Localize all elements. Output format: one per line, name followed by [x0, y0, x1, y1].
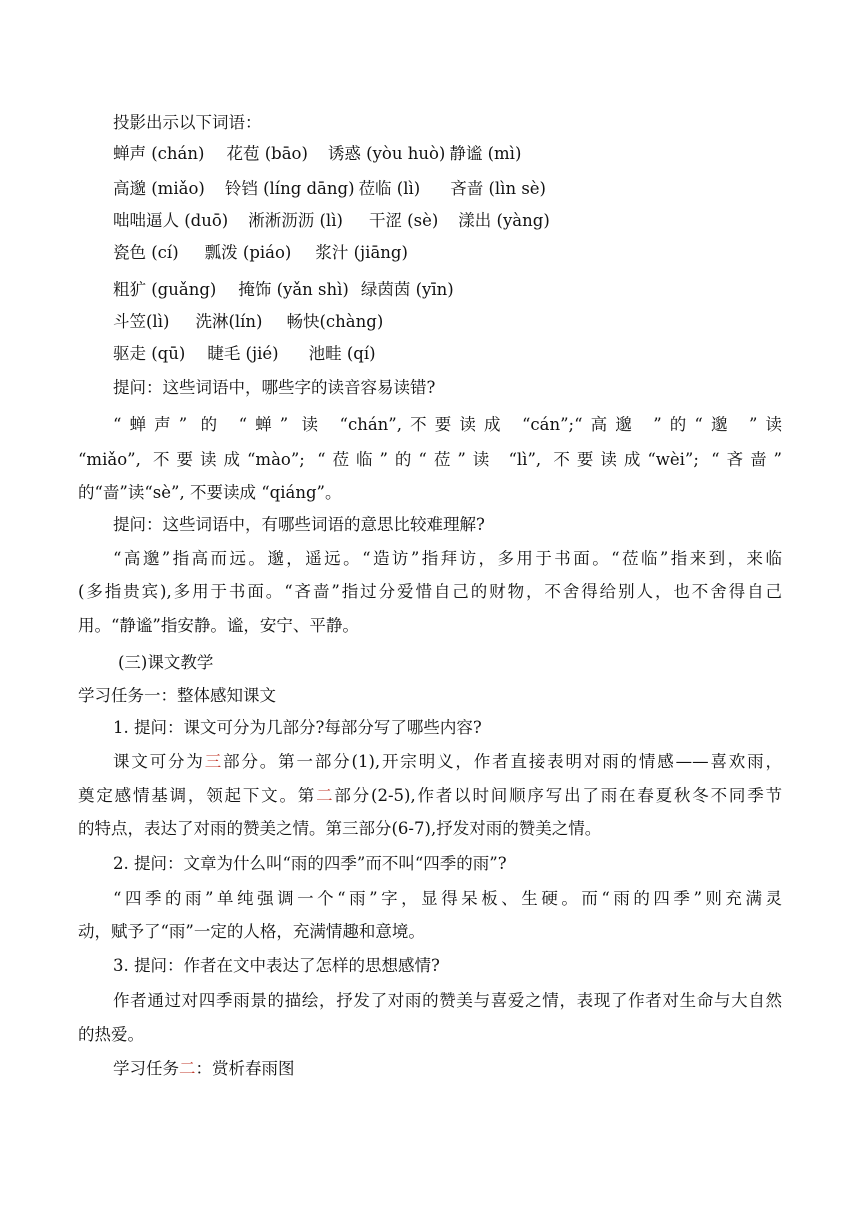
- question-pronunciation: 提问：这些词语中，哪些字的读音容易读错?: [113, 378, 436, 397]
- vocab-word: 淅淅沥沥 (lì): [248, 211, 343, 230]
- vocab-row: [113, 143, 521, 165]
- answer-line: 的“啬”读“sè”, 不要读成 “qiáng”。: [78, 483, 342, 502]
- highlight-text: 二: [316, 786, 335, 805]
- question-meaning: 提问：这些词语中，有哪些词语的意思比较难理解?: [113, 515, 485, 534]
- vocab-row: [113, 311, 383, 333]
- answer-text: 部分。第一部分(1),开宗明义，作者直接表明对雨的情感——喜欢雨，: [223, 752, 783, 771]
- intro-text: 投影出示以下词语：: [113, 113, 262, 132]
- vocab-row: [113, 242, 408, 264]
- task-question: 3. 提问：作者在文中表达了怎样的思想感情?: [113, 956, 440, 975]
- answer-line: “蝉声” 的 “蝉” 读 “chán”,不要读成 “cán”;“高邈 ”的“邈 ”读: [113, 415, 782, 434]
- task-question: 1. 提问：课文可分为几部分?每部分写了哪些内容?: [113, 718, 482, 737]
- answer-line: 动，赋予了“雨”一定的人格，充满情趣和意境。: [78, 922, 425, 941]
- vocab-word: 浆汁 (jiāng): [315, 243, 408, 262]
- answer-line: “高邈”指高而远。邈，遥远。“造访”指拜访，多用于书面。“莅临”指来到，来临: [113, 549, 782, 568]
- answer-text: 奠定感情基调，领起下文。第: [78, 786, 317, 805]
- task-title: [113, 1058, 295, 1080]
- task-title-text: 学习任务: [113, 1059, 179, 1078]
- task-question: 2. 提问：文章为什么叫“雨的四季”而不叫“四季的雨”?: [113, 854, 507, 873]
- answer-line: [78, 785, 782, 807]
- answer-line: (多指贵宾),多用于书面。“吝啬”指过分爱惜自己的财物，不舍得给别人，也不舍得自己: [78, 582, 782, 601]
- highlight-text: 三: [204, 752, 224, 771]
- task-title: 学习任务一：整体感知课文: [78, 686, 276, 705]
- vocab-row: [113, 279, 454, 301]
- highlight-text: 二: [179, 1059, 196, 1078]
- vocab-word: 瓷色 (cí): [113, 243, 179, 262]
- answer-line: 的热爱。: [78, 1025, 144, 1044]
- vocab-row: [113, 178, 546, 200]
- vocab-word: 掩饰 (yǎn shì): [238, 280, 349, 299]
- vocab-word: 洗淋(lín): [195, 312, 263, 331]
- vocab-row: [113, 210, 550, 232]
- vocab-word: 花苞 (bāo): [226, 144, 308, 163]
- vocab-word: 畅快(chàng): [286, 312, 384, 331]
- answer-line: 的特点，表达了对雨的赞美之情。第三部分(6-7),抒发对雨的赞美之情。: [78, 819, 602, 838]
- answer-line: “四季的雨”单纯强调一个“雨”字，显得呆板、生硬。而“雨的四季”则充满灵: [113, 889, 782, 908]
- vocab-row: [113, 343, 376, 365]
- answer-text: 课文可分为: [113, 752, 205, 771]
- vocab-word: 铃铛 (líng dāng): [224, 179, 355, 198]
- vocab-word: 驱走 (qū): [113, 344, 186, 363]
- vocab-word: 静谧 (mì): [449, 144, 522, 163]
- answer-line: “miǎo”, 不要读成“mào”; “莅临”的“莅”读 “lì”, 不要读成“wèi”; “吝啬”: [78, 450, 782, 469]
- vocab-word: 漾出 (yàng): [458, 211, 550, 230]
- vocab-word: 莅临 (lì): [358, 179, 421, 198]
- answer-line: 用。“静谧”指安静。谧，安宁、平静。: [78, 616, 359, 635]
- vocab-word: 诱惑 (yòu huò): [327, 144, 446, 163]
- vocab-word: 咄咄逼人 (duō): [113, 211, 229, 230]
- answer-line: 作者通过对四季雨景的描绘，抒发了对雨的赞美与喜爱之情，表现了作者对生命与大自然: [113, 991, 782, 1010]
- vocab-word: 吝啬 (lìn sè): [450, 179, 546, 198]
- answer-line: [113, 751, 782, 773]
- task-title-text: ：赏析春雨图: [195, 1059, 295, 1078]
- vocab-word: 斗笠(lì): [113, 312, 170, 331]
- answer-text: 部分(2-5),作者以时间顺序写出了雨在春夏秋冬不同季节: [334, 786, 783, 805]
- vocab-word: 蝉声 (chán): [113, 144, 205, 163]
- vocab-word: 干涩 (sè): [368, 211, 439, 230]
- vocab-word: 粗犷 (guǎng): [113, 280, 217, 299]
- vocab-word: 绿茵茵 (yīn): [360, 280, 454, 299]
- vocab-word: 瓢泼 (piáo): [204, 243, 292, 262]
- section-heading: (三)课文教学: [118, 653, 214, 672]
- vocab-word: 睫毛 (jié): [207, 344, 279, 363]
- vocab-word: 高邈 (miǎo): [113, 179, 205, 198]
- vocab-word: 池畦 (qí): [308, 344, 376, 363]
